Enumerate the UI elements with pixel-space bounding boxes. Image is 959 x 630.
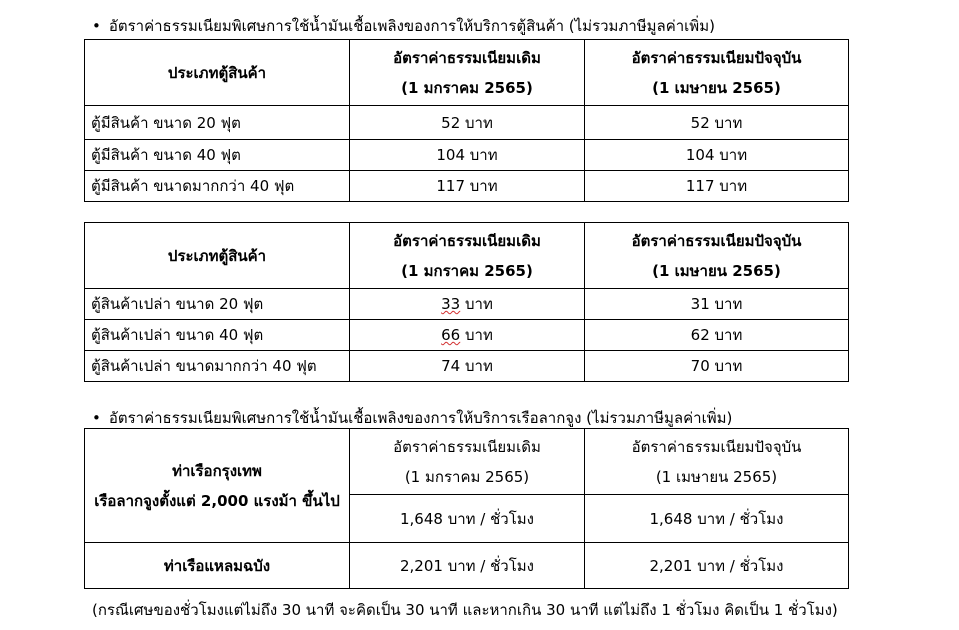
header-new-rate: อัตราค่าธรรมเนียมปัจจุบัน (1 เมษายน 2565) [585,223,849,289]
table-header-row [85,40,849,106]
row-label: ตู้สินค้าเปล่า ขนาด 20 ฟุต [85,289,350,320]
footnote: (กรณีเศษของชั่วโมงแต่ไม่ถึง 30 นาที จะคิดเป็น 30 นาที และหากเกิน 30 นาที แต่ไม่ถึง 1 ชั่วโมง คิดเป็น 1 ชั่วโมง) [92,601,838,619]
header-container-type: ประเภทตู้สินค้า [85,223,350,289]
port2-label: ท่าเรือแหลมฉบัง [85,543,350,589]
port1-old-value: 1,648 บาท / ชั่วโมง [350,495,585,543]
bullet-icon: • [92,409,101,427]
table-row [85,171,849,202]
table-row [85,289,849,320]
row-old-value: 117 บาท [350,171,585,202]
header-new-rate: อัตราค่าธรรมเนียมปัจจุบัน (1 เมษายน 2565) [585,40,849,106]
bullet-icon: • [92,17,101,35]
row-label: ตู้สินค้าเปล่า ขนาดมากกว่า 40 ฟุต [85,351,350,382]
table-row [85,543,849,589]
row-new-value: 52 บาท [585,106,849,140]
row-new-value: 62 บาท [585,320,849,351]
row-old-value: 74 บาท [350,351,585,382]
port1-label: ท่าเรือกรุงเทพ เรือลากจูงตั้งแต่ 2,000 แรงม้า ขึ้นไป [85,429,350,543]
header-old-rate: อัตราค่าธรรมเนียมเดิม (1 มกราคม 2565) [350,429,585,495]
table-header-row [85,429,849,495]
tugboat-table [84,428,849,589]
table-header-row [85,223,849,289]
row-label: ตู้สินค้าเปล่า ขนาด 40 ฟุต [85,320,350,351]
port2-new-value: 2,201 บาท / ชั่วโมง [585,543,849,589]
section1-title: • อัตราค่าธรรมเนียมพิเศษการใช้น้ำมันเชื้อเพลิงของการให้บริการตู้สินค้า (ไม่รวมภาษีมูลค่าเพิ่ม) [92,17,715,35]
port1-new-value: 1,648 บาท / ชั่วโมง [585,495,849,543]
table-row [85,351,849,382]
header-old-rate: อัตราค่าธรรมเนียมเดิม (1 มกราคม 2565) [350,40,585,106]
loaded-container-table [84,39,849,202]
row-new-value: 104 บาท [585,140,849,171]
empty-container-table [84,222,849,382]
row-new-value: 70 บาท [585,351,849,382]
table-row [85,106,849,140]
header-old-rate: อัตราค่าธรรมเนียมเดิม (1 มกราคม 2565) [350,223,585,289]
section2-title: • อัตราค่าธรรมเนียมพิเศษการใช้น้ำมันเชื้อเพลิงของการให้บริการเรือลากจูง (ไม่รวมภาษีมูลค่าเพิ่ม) [92,409,733,427]
table-row [85,320,849,351]
row-label: ตู้มีสินค้า ขนาด 40 ฟุต [85,140,350,171]
header-container-type: ประเภทตู้สินค้า [85,40,350,106]
row-old-value: 52 บาท [350,106,585,140]
port2-old-value: 2,201 บาท / ชั่วโมง [350,543,585,589]
row-old-value: 66 บาท [350,320,585,351]
row-new-value: 31 บาท [585,289,849,320]
row-old-value: 104 บาท [350,140,585,171]
row-new-value: 117 บาท [585,171,849,202]
row-label: ตู้มีสินค้า ขนาดมากกว่า 40 ฟุต [85,171,350,202]
row-old-value: 33 บาท [350,289,585,320]
row-label: ตู้มีสินค้า ขนาด 20 ฟุต [85,106,350,140]
table-row [85,140,849,171]
header-new-rate: อัตราค่าธรรมเนียมปัจจุบัน (1 เมษายน 2565) [585,429,849,495]
